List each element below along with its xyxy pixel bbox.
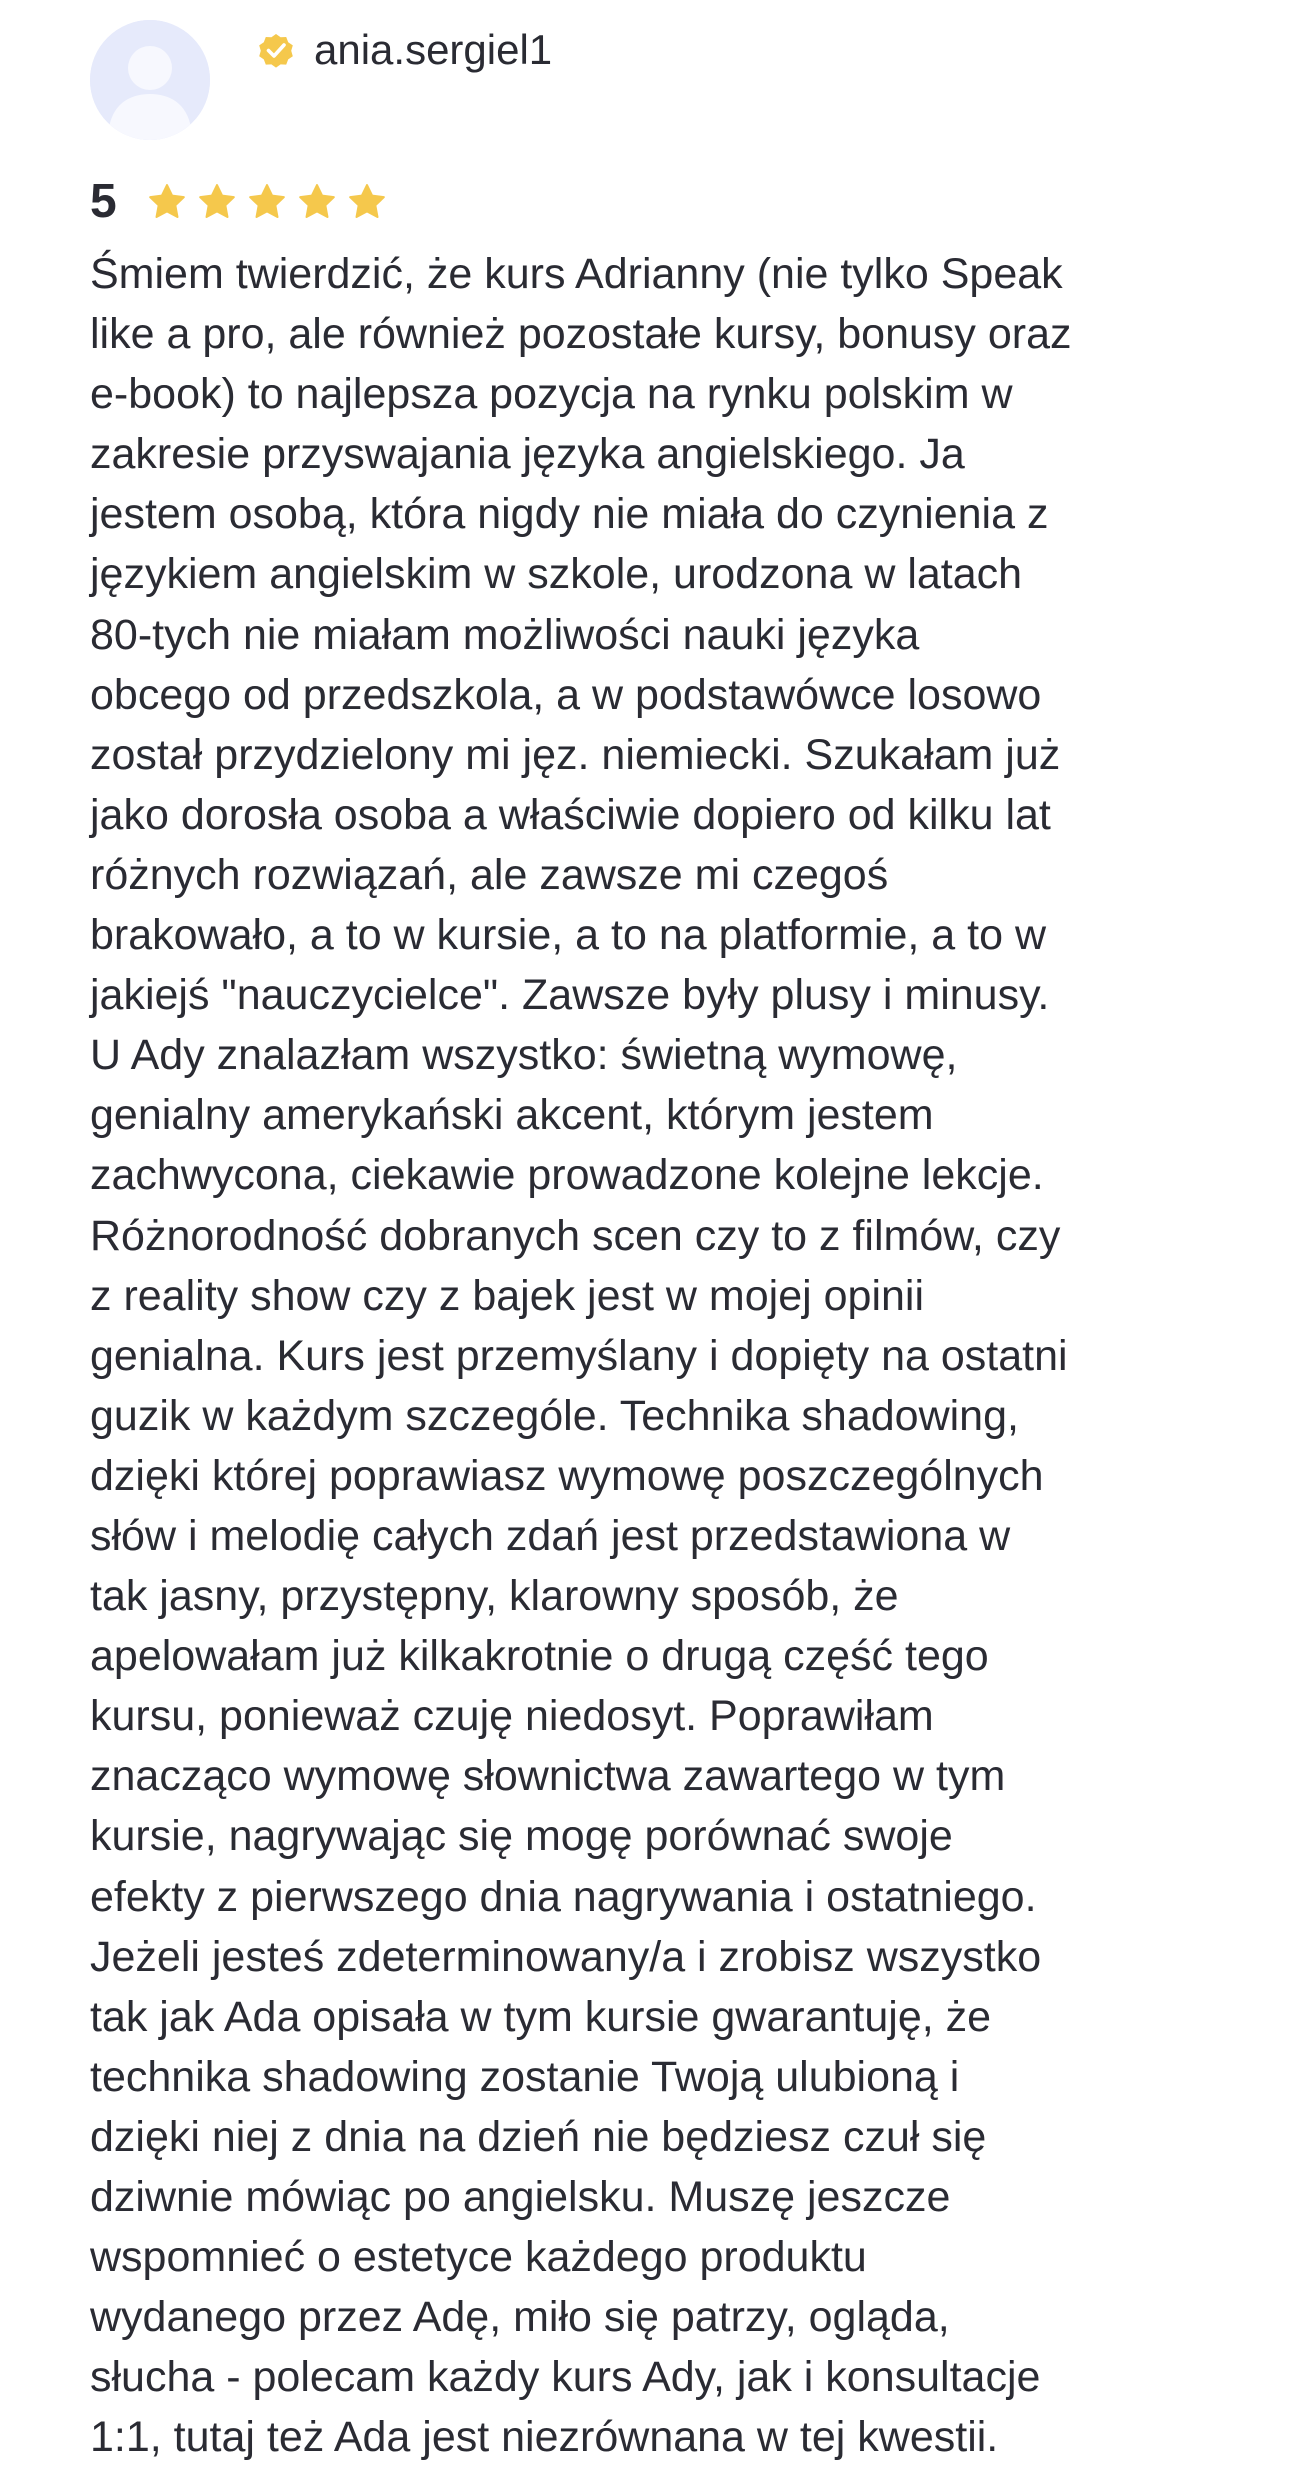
rating-row (90, 172, 397, 232)
avatar[interactable] (90, 20, 210, 140)
author-row (254, 26, 552, 74)
star-icon (147, 182, 187, 222)
star-rating (147, 182, 397, 222)
verified-check-icon (254, 28, 298, 72)
star-icon (247, 182, 287, 222)
star-icon (197, 182, 237, 222)
star-icon (297, 182, 337, 222)
user-silhouette-icon (90, 20, 210, 140)
star-icon (347, 182, 387, 222)
author-username[interactable]: ania.sergiel1 (314, 26, 553, 73)
review-body: Śmiem twierdzić, że kurs Adrianny (nie tylko Speak like a pro, ale również pozostałe kursy, bonusy oraz e-book) to najlepsza pozycja na rynku polskim w zakresie przyswajania języka angielskiego. Ja jestem osobą, która nigdy nie miała do czynienia z językiem angielskim w szkole, urodzona w latach 80-tych nie miałam możliwości nauki języka obcego od przedszkola, a w podstawówce losowo został przydzielony mi jęz. niemiecki. Szukałam już jako dorosła osoba a właściwie dopiero od kilku lat różnych rozwiązań, ale zawsze mi czegoś brakowało, a to w kursie, a to na platformie, a to w jakiejś "nauczycielce". Zawsze były plusy i minusy. U Ady znalazłam wszystko: świetną wymowę, genialny amerykański akcent, którym jestem zachwycona, ciekawie prowadzone kolejne lekcje. Różnorodność dobranych scen czy to z filmów, czy z reality show czy z bajek jest w mojej opinii genialna. Kurs jest przemyślany i dopięty na ostatni guzik w każdym szczególe. Technika shadowing, dzięki której poprawiasz wymowę poszczególnych słów i melodię całych zdań jest przedstawiona w tak jasny, przystępny, klarowny sposób, że apelowałam już kilkakrotnie o drugą część tego kursu, ponieważ czuję niedosyt. Poprawiłam znacząco wymowę słownictwa zawartego w tym kursie, nagrywając się mogę porównać swoje efekty z pierwszego dnia nagrywania i ostatniego. Jeżeli jesteś zdeterminowany/a i zrobisz wszystko tak jak Ada opisała w tym kursie gwarantuję, że technika shadowing zostanie Twoją ulubioną i dzięki niej z dnia na dzień nie będziesz czuł się dziwnie mówiąc po angielsku. Muszę jeszcze wspomnieć o estetyce każdego produktu wydanego przez Adę, miło się patrzy, ogląda, słucha - polecam każdy kurs Ady, jak i konsultacje 1:1, tutaj też Ada jest niezrównana w tej kwestii. (90, 250, 1072, 2462)
rating-value: 5 (90, 175, 117, 228)
